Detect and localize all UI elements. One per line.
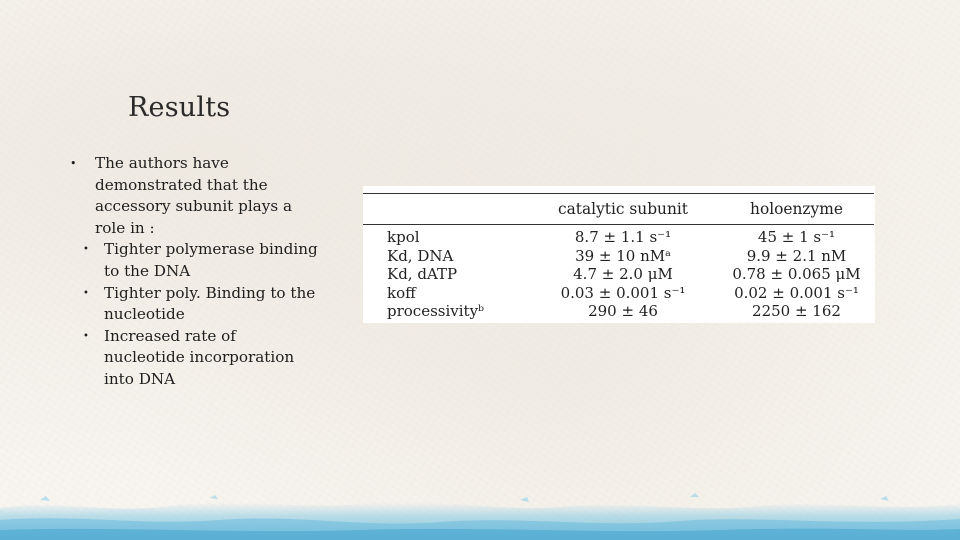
sub-bullet-list [78,239,318,390]
table-header-cell: holoenzyme [750,200,843,218]
table-row [363,265,874,284]
kinetics-table [363,193,874,321]
table-row [363,247,874,266]
watercolor-border [0,470,960,540]
row-label: kpol [387,228,420,247]
row-label: processivityᵇ [387,302,485,321]
list-item [78,283,318,326]
bullet-icon: • [83,330,89,342]
holoenzyme-value: 0.02 ± 0.001 s⁻¹ [734,283,859,302]
catalytic-value: 4.7 ± 2.0 μM [573,265,673,284]
table-row [363,225,874,247]
slide-title: Results [128,92,231,123]
list-item [78,239,318,282]
table-header-cell: catalytic subunit [558,200,688,218]
catalytic-value: 290 ± 46 [588,302,658,321]
bullet-text: The authors have demonstrated that the accessory subunit plays a role in : [95,154,292,237]
list-item [68,153,318,239]
catalytic-value: 0.03 ± 0.001 s⁻¹ [560,283,686,302]
sub-bullet-text: Increased rate of nucleotide incorporation into DNA [104,326,295,388]
table-header-row [363,194,874,225]
row-label: Kd, DNA [387,246,454,265]
holoenzyme-value: 0.78 ± 0.065 μM [732,265,861,284]
table-row [363,284,874,303]
holoenzyme-value: 2250 ± 162 [752,302,841,321]
table-header-cell [363,194,527,225]
catalytic-value: 39 ± 10 nMᵃ [575,246,671,265]
catalytic-value: 8.7 ± 1.1 s⁻¹ [574,228,672,247]
holoenzyme-value: 9.9 ± 2.1 nM [746,246,847,265]
kinetics-table-image [363,186,875,323]
sub-bullet-text: Tighter polymerase binding to the DNA [104,240,318,280]
bullet-list [68,153,318,391]
sub-bullet-text: Tighter poly. Binding to the nucleotide [104,283,316,324]
bullet-icon: • [70,157,77,170]
row-label: koff [387,283,416,302]
bullet-icon: • [83,244,89,256]
holoenzyme-value: 45 ± 1 s⁻¹ [757,228,836,247]
table-row [363,302,874,321]
bullet-icon: • [83,287,89,299]
row-label: Kd, dATP [387,265,458,284]
list-item [78,326,318,391]
